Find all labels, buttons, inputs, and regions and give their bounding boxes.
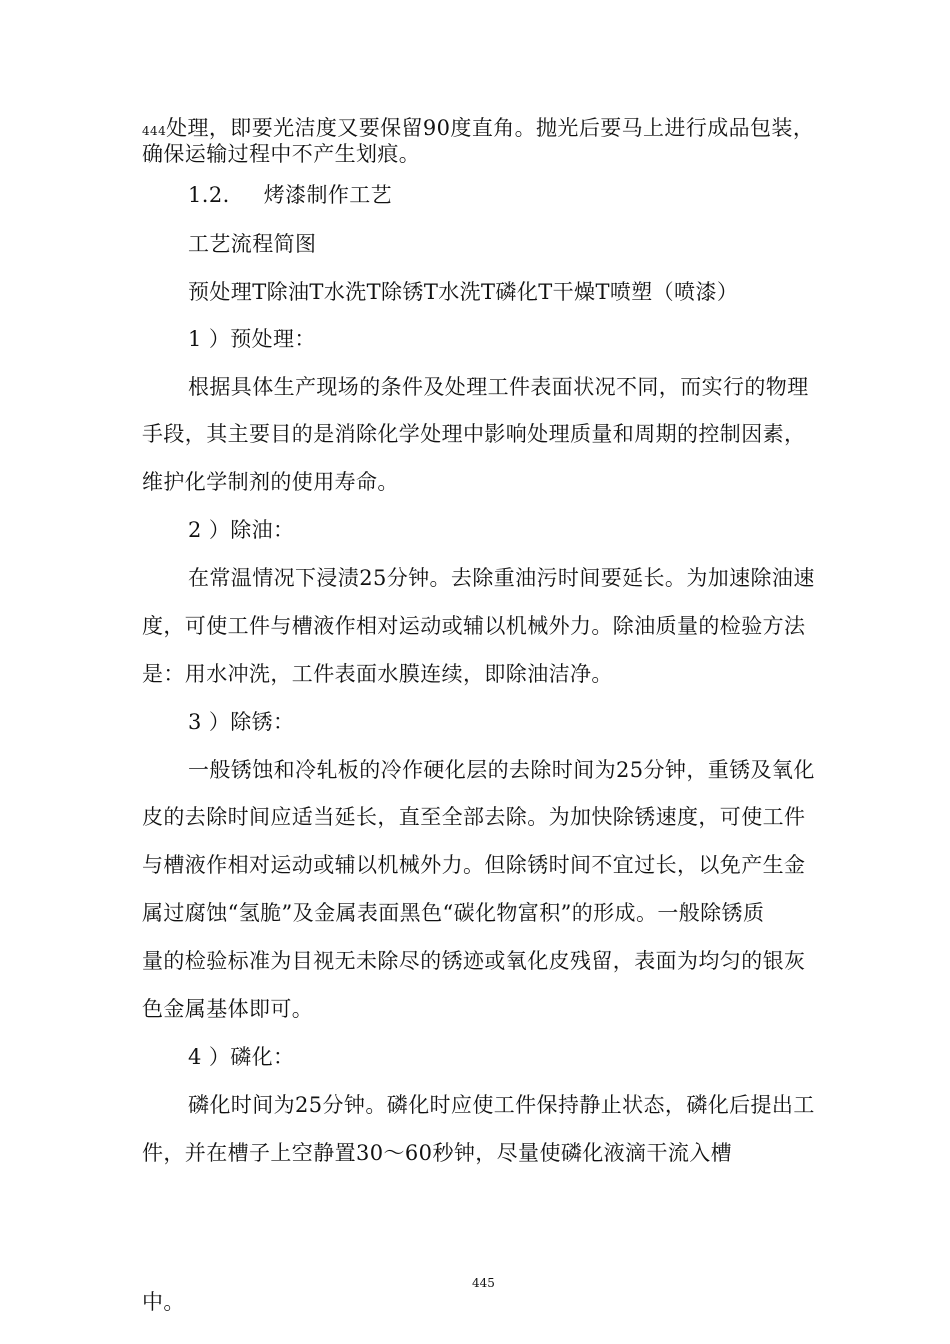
continuation-text: 中。 bbox=[142, 1290, 185, 1314]
top-line-2: 确保运输过程中不产生划痕。 bbox=[142, 142, 421, 166]
flow-heading: 工艺流程简图 bbox=[188, 232, 317, 256]
top-line-1-text: 处理，即要光洁度又要保留90度直角。抛光后要马上进行成品包装， bbox=[166, 116, 815, 140]
flow-steps: 预处理T除油T水洗T除锈T水洗T磷化T干燥T喷塑（喷漆） bbox=[188, 280, 739, 304]
item-3-line-4: 属过腐蚀“氢脆”及金属表面黑色“碳化物富积”的形成。一般除锈质 bbox=[142, 901, 765, 925]
item-1-heading: 1 ）预处理： bbox=[188, 327, 316, 351]
page-number: 445 bbox=[472, 1276, 495, 1290]
section-title: 烤漆制作工艺 bbox=[263, 183, 393, 207]
item-3-line-3: 与槽液作相对运动或辅以机械外力。但除锈时间不宜过长，以免产生金 bbox=[142, 853, 806, 877]
item-3-line-6: 色金属基体即可。 bbox=[142, 997, 314, 1021]
item-2-line-1: 在常温情况下浸渍25分钟。去除重油污时间要延长。为加速除油速 bbox=[188, 566, 815, 590]
item-4-line-2: 件，并在槽子上空静置30〜60秒钟，尽量使磷化液滴干流入槽 bbox=[142, 1141, 733, 1165]
prev-page-number: 444 bbox=[142, 124, 167, 138]
item-4-heading: 4 ）磷化： bbox=[188, 1045, 295, 1069]
section-number: 1.2. bbox=[188, 183, 230, 207]
item-2-line-2: 度，可使工件与槽液作相对运动或辅以机械外力。除油质量的检验方法 bbox=[142, 614, 806, 638]
item-2-line-3: 是：用水冲洗，工件表面水膜连续，即除油洁净。 bbox=[142, 662, 613, 686]
item-3-line-1: 一般锈蚀和冷轧板的冷作硬化层的去除时间为25分钟，重锈及氧化 bbox=[188, 758, 815, 782]
item-1-line-1: 根据具体生产现场的条件及处理工件表面状况不同，而实行的物理 bbox=[188, 375, 809, 399]
item-4-line-1: 磷化时间为25分钟。磷化时应使工件保持静止状态，磷化后提出工 bbox=[188, 1093, 815, 1117]
section-heading bbox=[188, 181, 392, 209]
item-3-heading: 3 ）除锈： bbox=[188, 710, 295, 734]
item-3-line-2: 皮的去除时间应适当延长，直至全部去除。为加快除锈速度，可使工件 bbox=[142, 805, 806, 829]
item-3-line-5: 量的检验标准为目视无未除尽的锈迹或氧化皮残留，表面为均匀的银灰 bbox=[142, 949, 806, 973]
item-2-heading: 2 ）除油： bbox=[188, 518, 295, 542]
item-1-line-3: 维护化学制剂的使用寿命。 bbox=[142, 470, 399, 494]
item-1-line-2: 手段，其主要目的是消除化学处理中影响处理质量和周期的控制因素， bbox=[142, 422, 806, 446]
